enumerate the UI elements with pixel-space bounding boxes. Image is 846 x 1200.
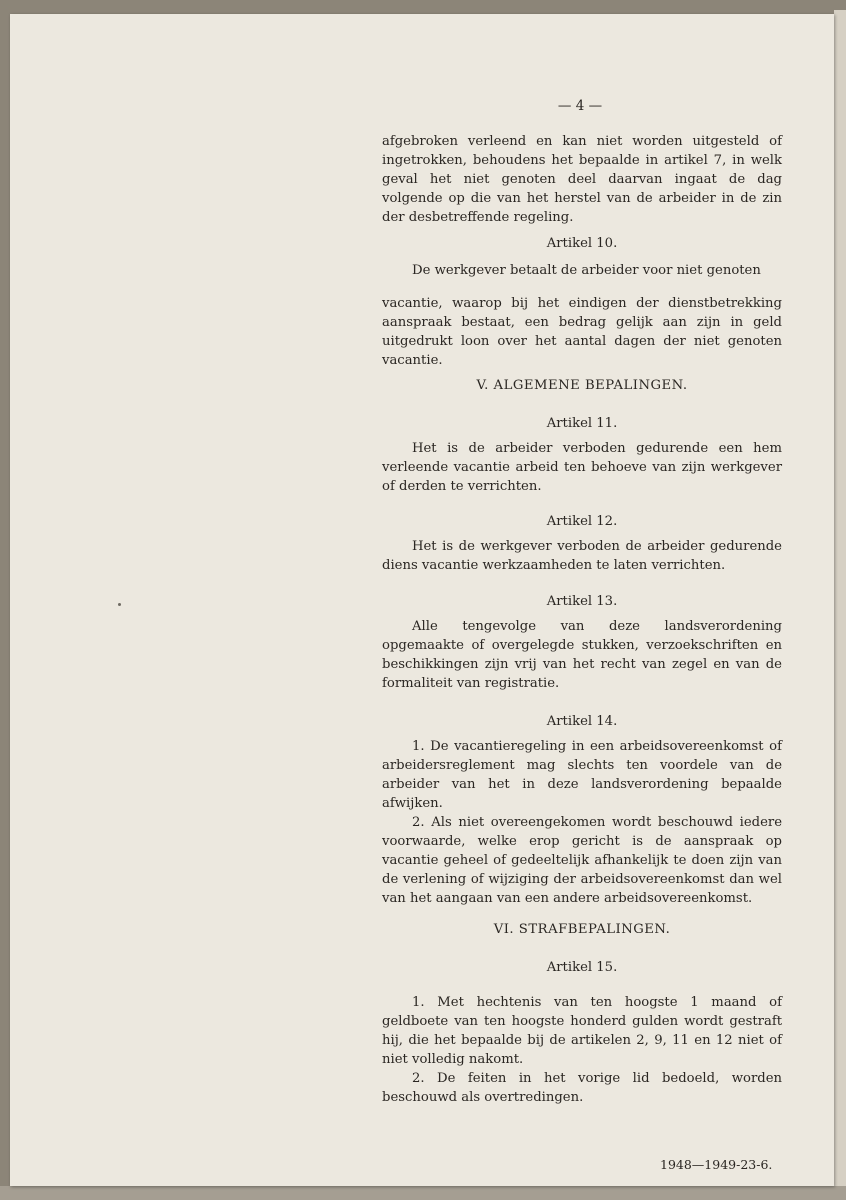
- article-11-title: Artikel 11.: [546, 416, 618, 431]
- page-edge: [834, 10, 846, 1200]
- speck: [118, 603, 121, 606]
- section-5-heading: V. ALGEMENE BEPALINGEN.: [476, 378, 688, 393]
- page-number: — 4 —: [557, 98, 603, 114]
- article-10-line1: De werkgever betaalt de arbeider voor niet genoten: [412, 263, 761, 278]
- article-13-text: Alle tengevolge van deze landsverordening opgemaakte of overgelegde stukken, verzoekschriften en beschikkingen zijn vrij van het recht van zegel en van de formaliteit van registratie.: [382, 619, 782, 691]
- article-14-para-2: 2. Als niet overeengekomen wordt beschouwd iedere voorwaarde, welke erop gericht is de aanspraak op vacantie geheel of gedeeltelijk afhankelijk te doen zijn van de verlening of wijziging der arbeidsovereenkomst dan wel van het aangaan van een andere arbeidsovereenkomst.: [382, 815, 782, 906]
- article-12-text: Het is de werkgever verboden de arbeider gedurende diens vacantie werkzaamheden te laten verrichten.: [382, 539, 782, 573]
- section-5: [382, 376, 782, 395]
- section-6: [382, 920, 782, 939]
- article-11-text: Het is de arbeider verboden gedurende een hem verleende vacantie arbeid ten behoeve van zijn werkgever of derden te verrichten.: [382, 441, 782, 494]
- article-15: [382, 958, 782, 1107]
- background-edge: [0, 1186, 846, 1200]
- article-15-para-2: 2. De feiten in het vorige lid bedoeld, worden beschouwd als overtredingen.: [382, 1071, 782, 1105]
- article-12-title: Artikel 12.: [546, 514, 618, 529]
- article-12: [382, 512, 782, 575]
- article-11: [382, 414, 782, 496]
- article-14-para-1: 1. De vacantieregeling in een arbeidsovereenkomst of arbeidersreglement mag slechts ten voordele van de arbeider van het in deze landsverordening bepaalde afwijken.: [382, 739, 782, 811]
- article-13-title: Artikel 13.: [546, 594, 618, 609]
- article-10-text: vacantie, waarop bij het eindigen der dienstbetrekking aanspraak bestaat, een bedrag gelijk aan zijn in geld uitgedrukt loon over het aantal dagen der niet genoten vacantie.: [382, 296, 782, 368]
- intro-block: [382, 132, 782, 227]
- article-15-title: Artikel 15.: [546, 960, 618, 975]
- article-15-para-1: 1. Met hechtenis van ten hoogste 1 maand of geldboete van ten hoogste honderd gulden wordt gestraft hij, die het bepaalde bij de artikelen 2, 9, 11 en 12 niet of niet volledig nakomt.: [382, 995, 782, 1067]
- section-6-heading: VI. STRAFBEPALINGEN.: [493, 922, 671, 937]
- article-14: [382, 712, 782, 908]
- article-10: [382, 234, 782, 370]
- footer-code: 1948—1949-23-6.: [660, 1157, 773, 1172]
- intro-paragraph: afgebroken verleend en kan niet worden uitgesteld of ingetrokken, behoudens het bepaalde in artikel 7, in welk geval het niet genoten deel daarvan ingaat de dag volgende op die van het herstel van de arbeider in de zin der desbetreffende regeling.: [382, 134, 782, 225]
- article-10-title: Artikel 10.: [546, 236, 618, 251]
- article-13: [382, 592, 782, 693]
- article-14-title: Artikel 14.: [546, 714, 618, 729]
